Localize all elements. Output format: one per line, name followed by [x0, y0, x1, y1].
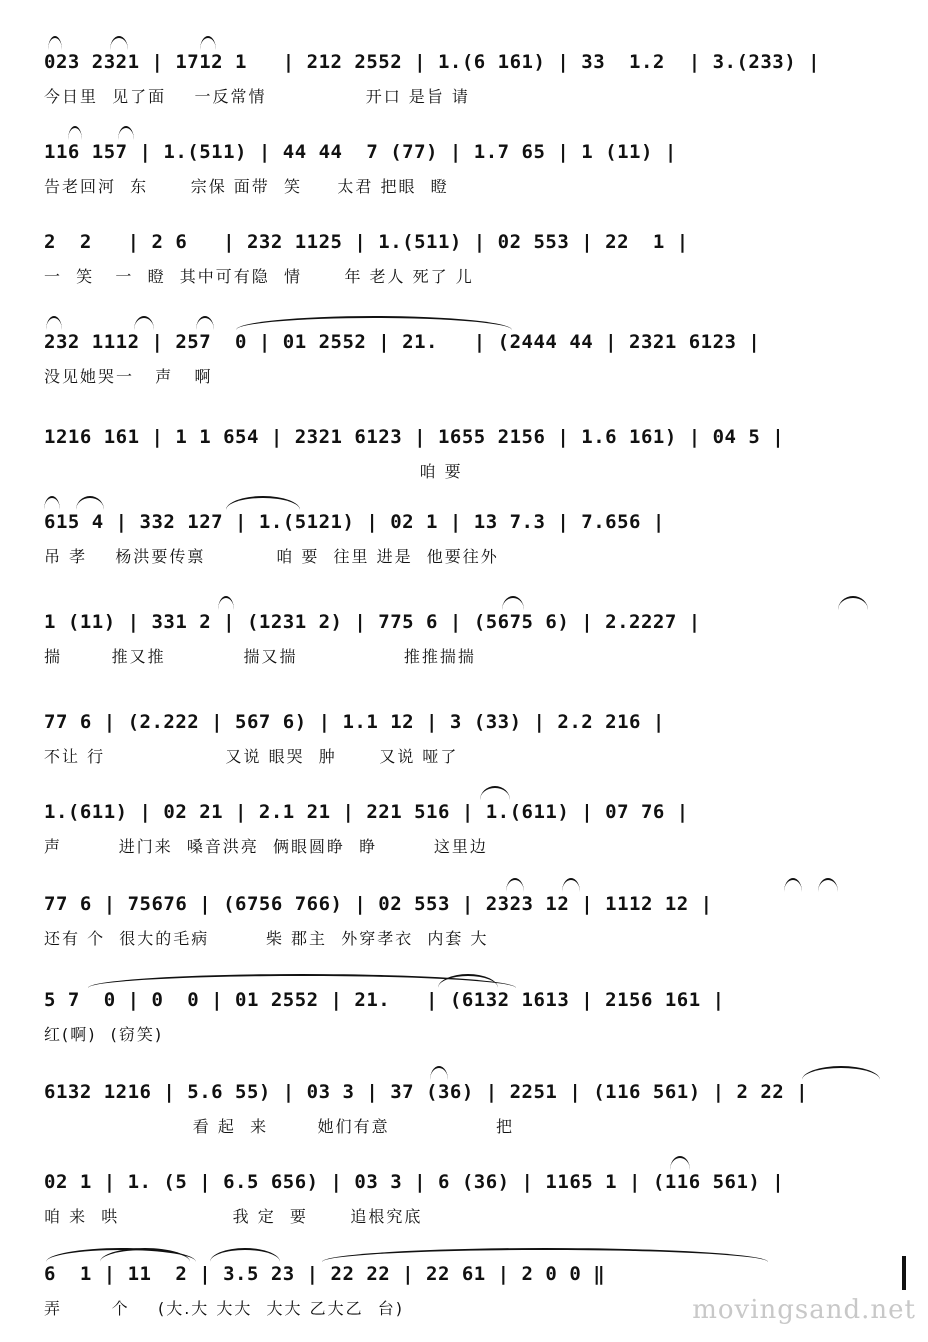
lyric-line: 咱 来 哄 我 定 要 追根究底 — [44, 1207, 423, 1226]
lyric-line: 一 笑 一 瞪 其中可有隐 情 年 老人 死了 儿 — [44, 267, 474, 286]
lyric-line: 咱 要 — [44, 462, 463, 481]
lyric-line: 吊 孝 杨洪要传禀 咱 要 往里 进是 他要往外 — [44, 547, 499, 566]
notation-line: 6132 1216 | 5.6 55) | 03 3 | 37 (36) | 2251 | (116 561) | 2 22 | — [44, 1081, 809, 1103]
lyric-line: 看 起 来 她们有意 把 — [44, 1117, 514, 1136]
score-system-7 — [0, 580, 928, 690]
lyric-line: 告老回河 东 宗保 面带 笑 太君 把眼 瞪 — [44, 177, 449, 196]
notation-line: 2 2 | 2 6 | 232 1125 | 1.(511) | 02 553 | 22 1 | — [44, 231, 689, 253]
lyric-line: 声 进门来 嗓音洪亮 俩眼圆睁 睁 这里边 — [44, 837, 488, 856]
lyric-line: 没见她哭一 声 啊 — [44, 367, 213, 386]
notation-line: 116 157 | 1.(511) | 44 44 7 (77) | 1.7 65 | 1 (11) | — [44, 141, 677, 163]
notation-line: 6 1 | 11 2 | 3.5 23 | 22 22 | 22 61 | 2 0 0 ‖ — [44, 1263, 606, 1285]
notation-line: 1 (11) | 331 2 | (1231 2) | 775 6 | (5675 6) | 2.2227 | — [44, 611, 701, 633]
lyric-line: 揣 推又推 揣又揣 推推揣揣 — [44, 647, 476, 666]
site-watermark: movingsand.net — [692, 1295, 916, 1325]
score-system-4 — [0, 300, 928, 410]
notation-line: 1216 161 | 1 1 654 | 2321 6123 | 1655 2156 | 1.6 161) | 04 5 | — [44, 426, 785, 448]
score-system-14 — [0, 1232, 928, 1342]
notation-line: 232 1112 | 257 0 | 01 2552 | 21. | (2444 44 | 2321 6123 | — [44, 331, 761, 353]
lyric-line: 今日里 见了面 一反常情 开口 是旨 请 — [44, 87, 470, 106]
notation-line: 5 7 0 | 0 0 | 01 2552 | 21. | (6132 1613 | 2156 161 | — [44, 989, 725, 1011]
notation-line: 77 6 | (2.222 | 567 6) | 1.1 12 | 3 (33) | 2.2 216 | — [44, 711, 665, 733]
lyric-line: 不让 行 又说 眼哭 肿 又说 哑了 — [44, 747, 459, 766]
notation-line: 023 2321 | 1712 1 | 212 2552 | 1.(6 161) | 33 1.2 | 3.(233) | — [44, 51, 821, 73]
notation-line: 02 1 | 1. (5 | 6.5 656) | 03 3 | 6 (36) | 1165 1 | (116 561) | — [44, 1171, 785, 1193]
notation-line: 1.(611) | 02 21 | 2.1 21 | 221 516 | 1.(611) | 07 76 | — [44, 801, 689, 823]
score-system-3 — [0, 200, 928, 310]
lyric-line: 弄 个 (大.大 大大 大大 乙大乙 台) — [44, 1299, 405, 1318]
lyric-line: 红(啊) (窃笑) — [44, 1025, 164, 1044]
score-system-10 — [0, 862, 928, 972]
notation-line: 615 4 | 332 127 | 1.(5121) | 02 1 | 13 7.3 | 7.656 | — [44, 511, 665, 533]
notation-line: 77 6 | 75676 | (6756 766) | 02 553 | 2323 12 | 1112 12 | — [44, 893, 713, 915]
score-system-6 — [0, 480, 928, 590]
lyric-line: 还有 个 很大的毛病 柴 郡主 外穿孝衣 内套 大 — [44, 929, 489, 948]
